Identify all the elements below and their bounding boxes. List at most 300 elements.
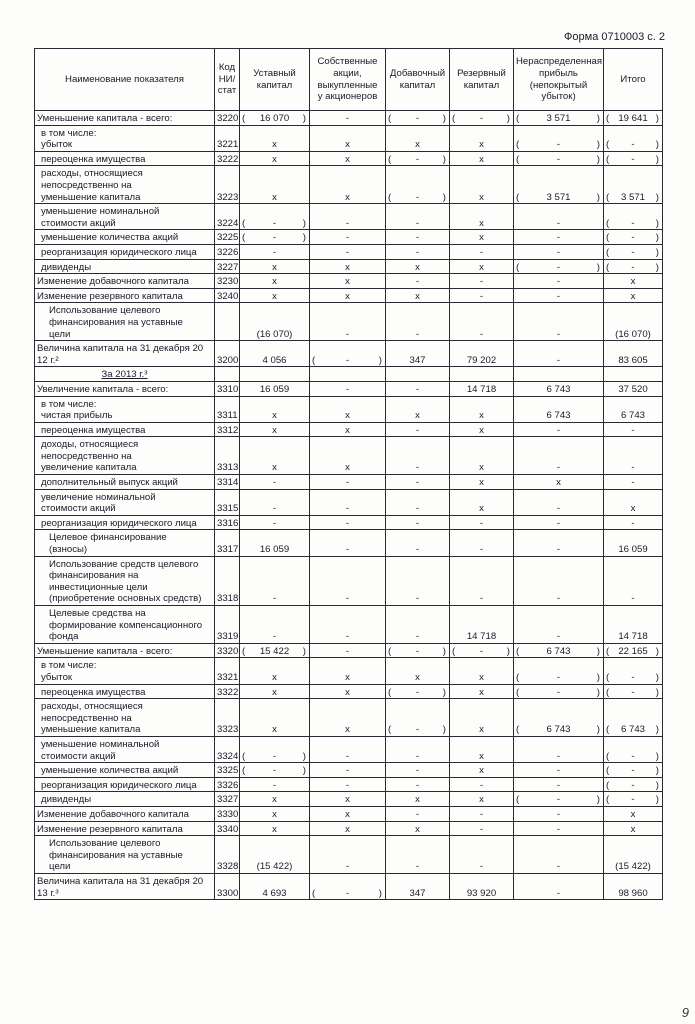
cell-charter-capital: (15 422)	[240, 836, 310, 874]
cell-charter-capital: ( 16 070 )	[240, 111, 310, 126]
table-row	[35, 437, 663, 475]
cell-retained-earnings: -	[514, 437, 604, 475]
cell-treasury-shares: х	[310, 658, 386, 684]
row-indicator-name: дополнительный выпуск акций	[35, 475, 215, 490]
cell-treasury-shares: х	[310, 396, 386, 422]
cell-total: ( - )	[604, 244, 663, 259]
cell-additional-capital: -	[386, 556, 450, 605]
header-charter-capital: Уставный капитал	[240, 49, 310, 111]
cell-additional-capital: -	[386, 437, 450, 475]
table-row	[35, 151, 663, 166]
cell-charter-capital: х	[240, 684, 310, 699]
cell-retained-earnings: ( - )	[514, 259, 604, 274]
row-indicator-name: расходы, относящиеся непосредственно на уменьшение капитала	[35, 699, 215, 737]
row-indicator-name: переоценка имущества	[35, 151, 215, 166]
row-code	[215, 367, 240, 382]
cell-total: ( 3 571 )	[604, 166, 663, 204]
cell-retained-earnings: -	[514, 777, 604, 792]
cell-treasury-shares: х	[310, 288, 386, 303]
row-code: 3310	[215, 381, 240, 396]
cell-total: 16 059	[604, 530, 663, 556]
cell-total: 37 520	[604, 381, 663, 396]
cell-charter-capital: -	[240, 489, 310, 515]
cell-charter-capital: 4 056	[240, 341, 310, 367]
cell-treasury-shares: х	[310, 422, 386, 437]
row-code: 3314	[215, 475, 240, 490]
cell-additional-capital: -	[386, 530, 450, 556]
row-indicator-name: Уменьшение капитала - всего:	[35, 643, 215, 658]
row-code: 3313	[215, 437, 240, 475]
row-code: 3226	[215, 244, 240, 259]
cell-charter-capital: х	[240, 288, 310, 303]
cell-total: (15 422)	[604, 836, 663, 874]
cell-total: х	[604, 274, 663, 289]
cell-total: 83 605	[604, 341, 663, 367]
table-row	[35, 125, 663, 151]
cell-retained-earnings: -	[514, 806, 604, 821]
row-indicator-name: Целевое финансирование (взносы)	[35, 530, 215, 556]
cell-retained-earnings: -	[514, 244, 604, 259]
cell-additional-capital	[386, 367, 450, 382]
table-row	[35, 244, 663, 259]
cell-treasury-shares: -	[310, 475, 386, 490]
cell-additional-capital: -	[386, 475, 450, 490]
row-code: 3222	[215, 151, 240, 166]
cell-treasury-shares: -	[310, 244, 386, 259]
table-row	[35, 303, 663, 341]
cell-additional-capital: х	[386, 396, 450, 422]
cell-additional-capital: -	[386, 606, 450, 644]
cell-total: ( 19 641 )	[604, 111, 663, 126]
table-row	[35, 699, 663, 737]
cell-reserve-capital: х	[450, 699, 514, 737]
cell-additional-capital: -	[386, 763, 450, 778]
cell-total: 98 960	[604, 873, 663, 899]
table-row	[35, 763, 663, 778]
cell-reserve-capital: х	[450, 151, 514, 166]
cell-retained-earnings: -	[514, 341, 604, 367]
cell-total: ( - )	[604, 230, 663, 245]
cell-reserve-capital: х	[450, 230, 514, 245]
cell-retained-earnings: ( 6 743 )	[514, 699, 604, 737]
row-indicator-name: доходы, относящиеся непосредственно на увеличение капитала	[35, 437, 215, 475]
cell-total: ( - )	[604, 777, 663, 792]
cell-additional-capital: -	[386, 422, 450, 437]
cell-additional-capital: 347	[386, 873, 450, 899]
cell-retained-earnings: -	[514, 288, 604, 303]
cell-treasury-shares: -	[310, 515, 386, 530]
cell-treasury-shares: х	[310, 274, 386, 289]
row-code: 3325	[215, 763, 240, 778]
cell-treasury-shares: -	[310, 763, 386, 778]
cell-retained-earnings: ( 6 743 )	[514, 643, 604, 658]
cell-reserve-capital: -	[450, 821, 514, 836]
row-code: 3340	[215, 821, 240, 836]
row-indicator-name: Величина капитала на 31 декабря 20 13 г.³	[35, 873, 215, 899]
cell-reserve-capital: х	[450, 125, 514, 151]
table-body	[35, 111, 663, 900]
table-row	[35, 530, 663, 556]
cell-reserve-capital: 93 920	[450, 873, 514, 899]
cell-total: ( - )	[604, 204, 663, 230]
cell-charter-capital: (16 070)	[240, 303, 310, 341]
cell-total: ( - )	[604, 737, 663, 763]
cell-charter-capital: х	[240, 422, 310, 437]
cell-additional-capital: -	[386, 274, 450, 289]
cell-reserve-capital: -	[450, 836, 514, 874]
cell-total: х	[604, 821, 663, 836]
table-row	[35, 556, 663, 605]
header-additional-capital: Добавочный капитал	[386, 49, 450, 111]
cell-treasury-shares: -	[310, 230, 386, 245]
row-indicator-name: в том числе: чистая прибыль	[35, 396, 215, 422]
table-row	[35, 489, 663, 515]
row-code: 3317	[215, 530, 240, 556]
cell-charter-capital: 16 059	[240, 381, 310, 396]
cell-total: ( 22 165 )	[604, 643, 663, 658]
row-indicator-name: дивиденды	[35, 792, 215, 807]
cell-treasury-shares: -	[310, 303, 386, 341]
table-row	[35, 873, 663, 899]
row-code: 3328	[215, 836, 240, 874]
cell-reserve-capital: -	[450, 530, 514, 556]
table-row	[35, 230, 663, 245]
cell-retained-earnings: 6 743	[514, 381, 604, 396]
cell-total: ( 6 743 )	[604, 699, 663, 737]
cell-reserve-capital: 14 718	[450, 381, 514, 396]
cell-treasury-shares: х	[310, 792, 386, 807]
cell-retained-earnings: -	[514, 204, 604, 230]
cell-treasury-shares: -	[310, 556, 386, 605]
cell-retained-earnings: -	[514, 763, 604, 778]
row-code: 3327	[215, 792, 240, 807]
cell-additional-capital: х	[386, 259, 450, 274]
cell-charter-capital: х	[240, 658, 310, 684]
form-reference: Форма 0710003 с. 2	[564, 31, 665, 43]
row-code: 3320	[215, 643, 240, 658]
cell-treasury-shares: -	[310, 606, 386, 644]
cell-total: 14 718	[604, 606, 663, 644]
header-retained-earnings: Нераспределенная прибыль (непокрытый убыток)	[514, 49, 604, 111]
cell-retained-earnings: х	[514, 475, 604, 490]
table-row	[35, 737, 663, 763]
cell-treasury-shares: -	[310, 530, 386, 556]
row-indicator-name: Изменение добавочного капитала	[35, 274, 215, 289]
cell-charter-capital: -	[240, 515, 310, 530]
header-indicator: Наименование показателя	[35, 49, 215, 111]
table-row	[35, 475, 663, 490]
table-row	[35, 606, 663, 644]
row-indicator-name: уменьшение количества акций	[35, 230, 215, 245]
row-indicator-name: уменьшение количества акций	[35, 763, 215, 778]
cell-total: ( - )	[604, 151, 663, 166]
row-indicator-name: уменьшение номинальной стоимости акций	[35, 737, 215, 763]
cell-retained-earnings: ( 3 571 )	[514, 166, 604, 204]
cell-charter-capital: -	[240, 556, 310, 605]
cell-additional-capital: х	[386, 288, 450, 303]
cell-treasury-shares: х	[310, 699, 386, 737]
cell-retained-earnings: ( - )	[514, 658, 604, 684]
cell-retained-earnings: ( - )	[514, 792, 604, 807]
cell-reserve-capital: 79 202	[450, 341, 514, 367]
cell-retained-earnings: -	[514, 303, 604, 341]
cell-charter-capital: -	[240, 244, 310, 259]
table-row	[35, 836, 663, 874]
cell-reserve-capital: 14 718	[450, 606, 514, 644]
row-code: 3326	[215, 777, 240, 792]
cell-total: ( - )	[604, 125, 663, 151]
capital-changes-table	[34, 48, 663, 900]
cell-retained-earnings: -	[514, 422, 604, 437]
table-row	[35, 684, 663, 699]
cell-retained-earnings: ( - )	[514, 125, 604, 151]
row-indicator-name: Использование целевого финансирования на уставные цели	[35, 303, 215, 341]
table-row	[35, 274, 663, 289]
cell-retained-earnings: ( - )	[514, 684, 604, 699]
cell-retained-earnings: -	[514, 836, 604, 874]
cell-treasury-shares: х	[310, 806, 386, 821]
cell-reserve-capital: х	[450, 737, 514, 763]
cell-treasury-shares: -	[310, 737, 386, 763]
cell-reserve-capital: -	[450, 515, 514, 530]
table-row	[35, 396, 663, 422]
table-header	[35, 49, 663, 111]
row-indicator-name: Изменение резервного капитала	[35, 288, 215, 303]
row-code: 3321	[215, 658, 240, 684]
table-row	[35, 792, 663, 807]
cell-total: х	[604, 489, 663, 515]
cell-total: ( - )	[604, 684, 663, 699]
table-row	[35, 643, 663, 658]
cell-retained-earnings: -	[514, 821, 604, 836]
cell-charter-capital: х	[240, 821, 310, 836]
cell-total	[604, 367, 663, 382]
cell-total: -	[604, 515, 663, 530]
cell-additional-capital: ( - )	[386, 111, 450, 126]
cell-reserve-capital: х	[450, 422, 514, 437]
row-code: 3300	[215, 873, 240, 899]
row-code: 3318	[215, 556, 240, 605]
cell-reserve-capital: -	[450, 288, 514, 303]
cell-additional-capital: -	[386, 489, 450, 515]
cell-retained-earnings: -	[514, 530, 604, 556]
cell-charter-capital: х	[240, 792, 310, 807]
cell-reserve-capital: х	[450, 475, 514, 490]
cell-charter-capital: ( - )	[240, 230, 310, 245]
cell-total: -	[604, 475, 663, 490]
row-code: 3316	[215, 515, 240, 530]
row-indicator-name: переоценка имущества	[35, 422, 215, 437]
cell-retained-earnings: ( 3 571 )	[514, 111, 604, 126]
header-reserve-capital: Резервный капитал	[450, 49, 514, 111]
cell-treasury-shares: х	[310, 684, 386, 699]
cell-treasury-shares: -	[310, 836, 386, 874]
cell-charter-capital: ( - )	[240, 737, 310, 763]
cell-reserve-capital: -	[450, 806, 514, 821]
row-indicator-name: За 2013 г.³	[35, 367, 215, 382]
table-row	[35, 288, 663, 303]
cell-charter-capital: х	[240, 396, 310, 422]
table-row	[35, 777, 663, 792]
cell-additional-capital: х	[386, 792, 450, 807]
cell-charter-capital: 16 059	[240, 530, 310, 556]
cell-reserve-capital: х	[450, 437, 514, 475]
table-row	[35, 422, 663, 437]
row-code: 3312	[215, 422, 240, 437]
cell-total: (16 070)	[604, 303, 663, 341]
cell-retained-earnings: -	[514, 230, 604, 245]
row-indicator-name: дивиденды	[35, 259, 215, 274]
cell-retained-earnings: -	[514, 737, 604, 763]
row-code: 3227	[215, 259, 240, 274]
cell-additional-capital: ( - )	[386, 166, 450, 204]
cell-total: ( - )	[604, 259, 663, 274]
cell-total: ( - )	[604, 792, 663, 807]
cell-additional-capital: -	[386, 806, 450, 821]
row-code: 3311	[215, 396, 240, 422]
cell-total: 6 743	[604, 396, 663, 422]
row-indicator-name: Изменение добавочного капитала	[35, 806, 215, 821]
cell-charter-capital: х	[240, 166, 310, 204]
table-row	[35, 821, 663, 836]
row-code: 3324	[215, 737, 240, 763]
cell-charter-capital: -	[240, 777, 310, 792]
cell-reserve-capital	[450, 367, 514, 382]
cell-charter-capital	[240, 367, 310, 382]
cell-treasury-shares: ( - )	[310, 873, 386, 899]
cell-total: ( - )	[604, 658, 663, 684]
row-code: 3224	[215, 204, 240, 230]
row-code: 3315	[215, 489, 240, 515]
cell-treasury-shares: х	[310, 437, 386, 475]
cell-reserve-capital: -	[450, 274, 514, 289]
row-indicator-name: Целевые средства на формирование компенсационного фонда	[35, 606, 215, 644]
cell-treasury-shares	[310, 367, 386, 382]
cell-retained-earnings: -	[514, 873, 604, 899]
row-indicator-name: в том числе: убыток	[35, 658, 215, 684]
table-row	[35, 367, 663, 382]
cell-additional-capital: -	[386, 230, 450, 245]
row-indicator-name: Изменение резервного капитала	[35, 821, 215, 836]
row-indicator-name: в том числе: убыток	[35, 125, 215, 151]
cell-treasury-shares: -	[310, 489, 386, 515]
cell-reserve-capital: х	[450, 658, 514, 684]
row-indicator-name: Увеличение капитала - всего:	[35, 381, 215, 396]
cell-additional-capital: х	[386, 125, 450, 151]
row-indicator-name: Использование целевого финансирования на уставные цели	[35, 836, 215, 874]
cell-treasury-shares: -	[310, 777, 386, 792]
cell-reserve-capital: -	[450, 556, 514, 605]
row-code: 3322	[215, 684, 240, 699]
cell-additional-capital: -	[386, 515, 450, 530]
cell-treasury-shares: х	[310, 166, 386, 204]
cell-treasury-shares: х	[310, 151, 386, 166]
cell-treasury-shares: ( - )	[310, 341, 386, 367]
table-row	[35, 658, 663, 684]
cell-retained-earnings: -	[514, 515, 604, 530]
cell-total: ( - )	[604, 763, 663, 778]
table-row	[35, 166, 663, 204]
table-row	[35, 259, 663, 274]
row-code: 3220	[215, 111, 240, 126]
cell-charter-capital: 4 693	[240, 873, 310, 899]
cell-additional-capital: ( - )	[386, 643, 450, 658]
cell-charter-capital: ( 15 422 )	[240, 643, 310, 658]
row-indicator-name: реорганизация юридического лица	[35, 244, 215, 259]
row-indicator-name: переоценка имущества	[35, 684, 215, 699]
cell-reserve-capital: -	[450, 777, 514, 792]
cell-charter-capital: ( - )	[240, 763, 310, 778]
cell-reserve-capital: -	[450, 303, 514, 341]
row-code: 3319	[215, 606, 240, 644]
cell-charter-capital: х	[240, 125, 310, 151]
cell-reserve-capital: х	[450, 396, 514, 422]
cell-reserve-capital: х	[450, 489, 514, 515]
header-treasury-shares: Собственные акции, выкупленные у акционеров	[310, 49, 386, 111]
cell-retained-earnings: -	[514, 606, 604, 644]
row-indicator-name: Использование средств целевого финансирования на инвестиционные цели (приобретение основных средств)	[35, 556, 215, 605]
cell-charter-capital: х	[240, 151, 310, 166]
row-code: 3240	[215, 288, 240, 303]
cell-reserve-capital: х	[450, 792, 514, 807]
cell-reserve-capital: х	[450, 763, 514, 778]
row-indicator-name: уменьшение номинальной стоимости акций	[35, 204, 215, 230]
table-row	[35, 381, 663, 396]
cell-charter-capital: -	[240, 475, 310, 490]
cell-retained-earnings: 6 743	[514, 396, 604, 422]
cell-treasury-shares: -	[310, 381, 386, 396]
cell-additional-capital: ( - )	[386, 151, 450, 166]
row-code: 3200	[215, 341, 240, 367]
cell-reserve-capital: ( - )	[450, 643, 514, 658]
cell-treasury-shares: х	[310, 259, 386, 274]
cell-additional-capital: 347	[386, 341, 450, 367]
cell-additional-capital: -	[386, 836, 450, 874]
cell-treasury-shares: -	[310, 643, 386, 658]
header-total: Итого	[604, 49, 663, 111]
cell-retained-earnings: ( - )	[514, 151, 604, 166]
cell-charter-capital: -	[240, 606, 310, 644]
row-code: 3230	[215, 274, 240, 289]
table-row	[35, 204, 663, 230]
cell-additional-capital: х	[386, 658, 450, 684]
cell-treasury-shares: -	[310, 204, 386, 230]
cell-charter-capital: х	[240, 274, 310, 289]
cell-total: х	[604, 288, 663, 303]
cell-retained-earnings	[514, 367, 604, 382]
cell-additional-capital: -	[386, 777, 450, 792]
row-indicator-name: Уменьшение капитала - всего:	[35, 111, 215, 126]
cell-additional-capital: -	[386, 244, 450, 259]
page-number-mark: 9	[681, 1005, 689, 1020]
row-code: 3223	[215, 166, 240, 204]
cell-total: -	[604, 437, 663, 475]
cell-reserve-capital: ( - )	[450, 111, 514, 126]
cell-additional-capital: -	[386, 737, 450, 763]
table-row	[35, 111, 663, 126]
cell-reserve-capital: -	[450, 244, 514, 259]
cell-treasury-shares: х	[310, 125, 386, 151]
row-code: 3221	[215, 125, 240, 151]
cell-retained-earnings: -	[514, 274, 604, 289]
cell-reserve-capital: х	[450, 166, 514, 204]
cell-additional-capital: -	[386, 204, 450, 230]
cell-treasury-shares: х	[310, 821, 386, 836]
cell-retained-earnings: -	[514, 489, 604, 515]
row-code: 3330	[215, 806, 240, 821]
cell-additional-capital: ( - )	[386, 699, 450, 737]
cell-charter-capital: х	[240, 806, 310, 821]
